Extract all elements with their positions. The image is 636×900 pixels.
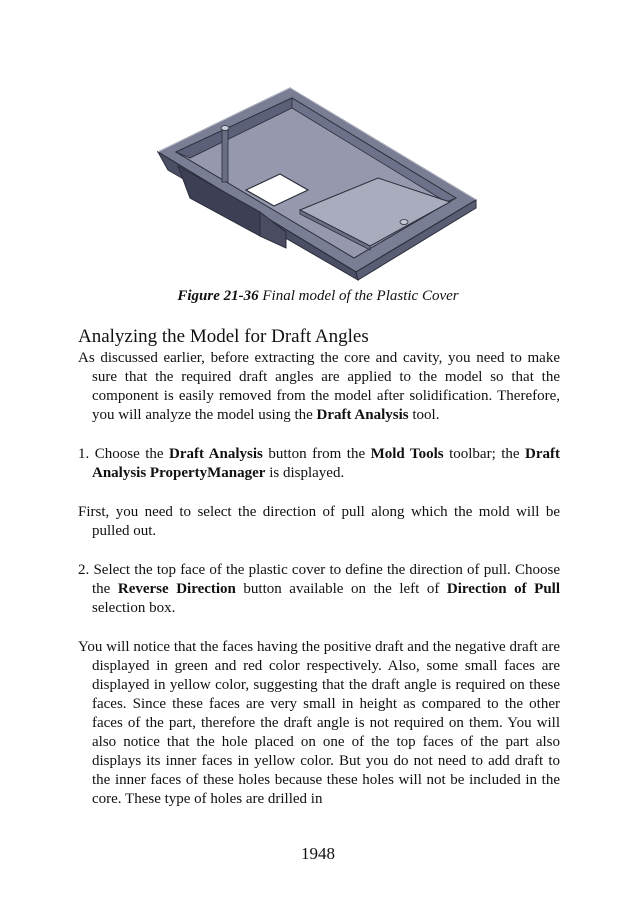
- reverse-direction-term: Reverse Direction: [117, 581, 236, 597]
- step-1: 1. Choose the Draft Analysis button from the Mold Tools toolbar; the Draft Analysis PropertyManager is displayed.: [78, 446, 561, 481]
- draft-analysis-button-term: Draft Analysis: [169, 446, 263, 462]
- section-heading: Analyzing the Model for Draft Angles: [78, 326, 369, 347]
- paragraph-direction: First, you need to select the direction of pull along which the mold will be pulled out.: [78, 504, 560, 539]
- paragraph-faces: You will notice that the faces having the positive draft and the negative draft are displayed in green and red color respectively. Also, some small faces are displayed in yellow color, suggesting that the draft angle is required on these faces. Since these faces are very small in height as compared to the other faces of the part, therefore the draft angle is not required on them. You will also notice that the hole placed on one of the top faces of the part also displays its inner faces in yellow color. But you do not need to add draft to the inner faces of these holes because these holes will not be included in the core. These type of holes are drilled in: [78, 639, 560, 807]
- draft-analysis-term: Draft Analysis: [316, 407, 409, 423]
- figure-caption-text: Final model of the Plastic Cover: [262, 288, 459, 304]
- figure-caption: [0, 288, 636, 305]
- figure-label: Figure 21-36: [177, 288, 259, 304]
- plastic-cover-figure: [150, 86, 482, 282]
- direction-of-pull-term: Direction of Pull: [446, 581, 561, 597]
- page-number: 1948: [301, 844, 335, 863]
- paragraph-intro: As discussed earlier, before extracting the core and cavity, you need to make sure that the required draft angles are applied to the model so that the component is easily removed from the model after solidification. Therefore, you will analyze the model using the Draft Analysis tool.: [78, 350, 560, 423]
- mold-tools-term: Mold Tools: [370, 446, 444, 462]
- step-2: 2. Select the top face of the plastic cover to define the direction of pull. Choose the Reverse Direction button available on the left of Direction of Pull selection box.: [78, 562, 561, 616]
- property-manager-term: Draft Analysis PropertyManager: [92, 446, 561, 481]
